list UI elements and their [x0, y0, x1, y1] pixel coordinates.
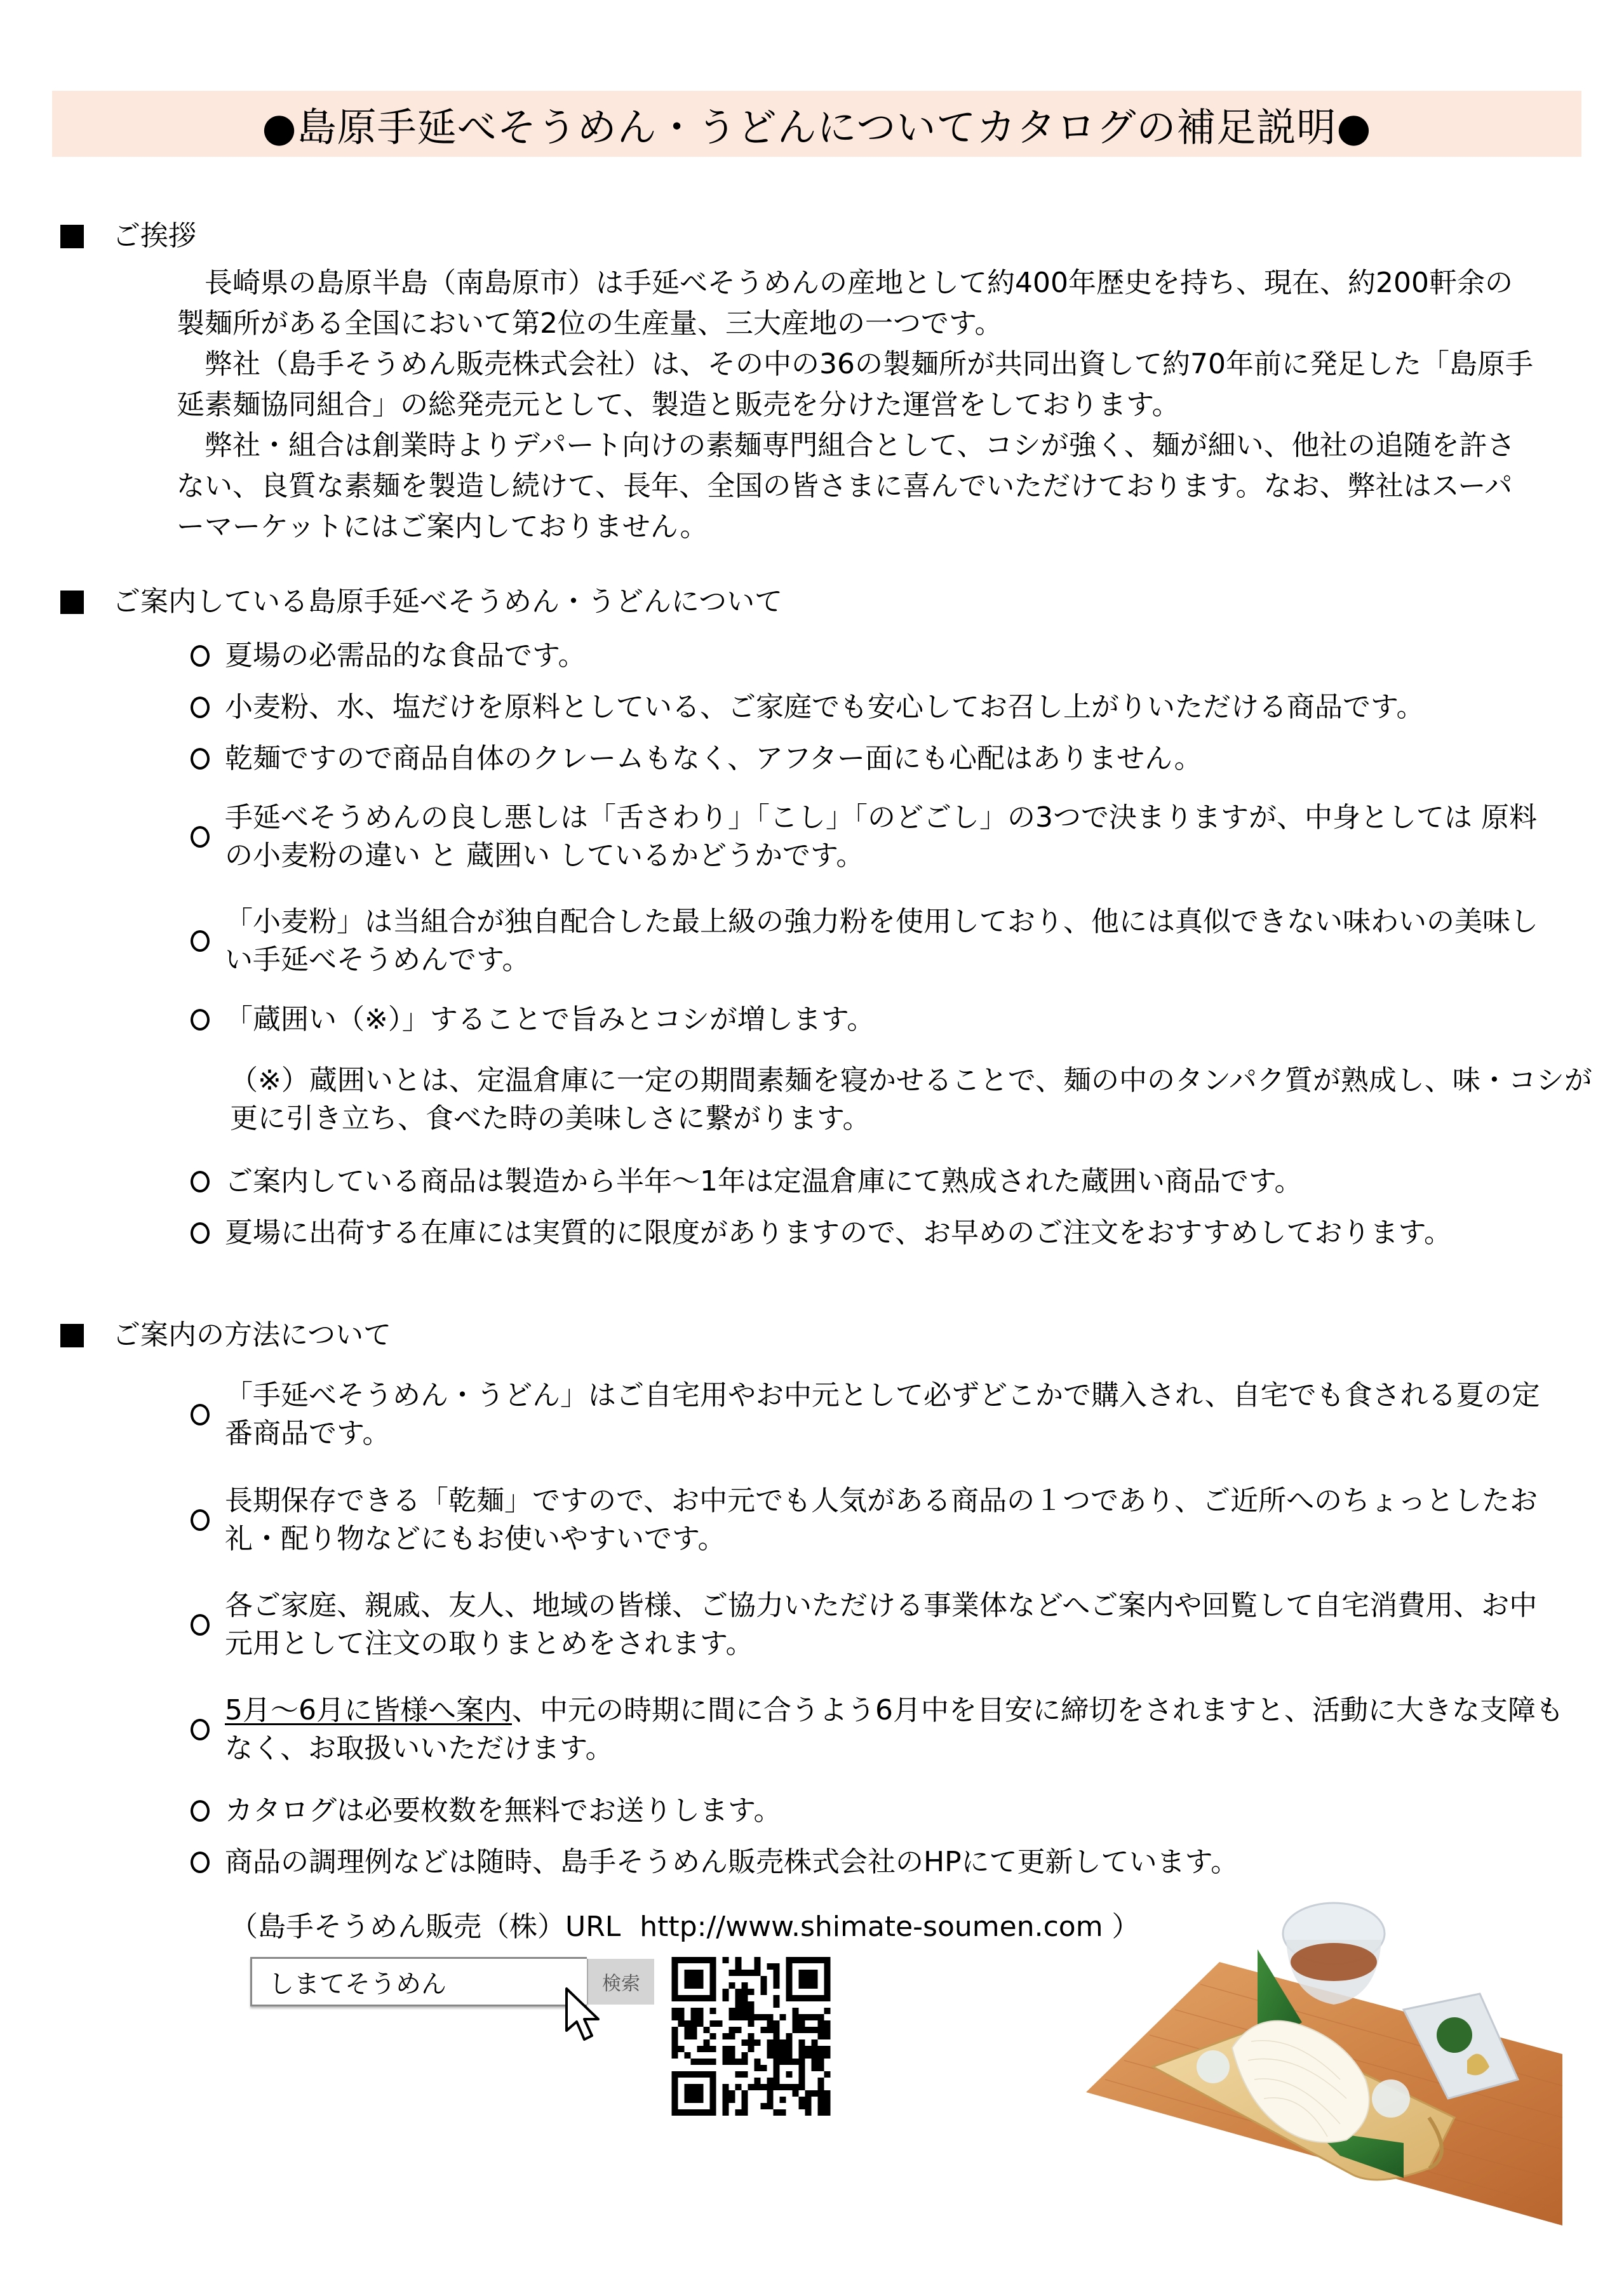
- square-bullet-icon: [60, 1324, 84, 1347]
- square-bullet-icon: [60, 591, 84, 614]
- circle-bullet-icon: [191, 1800, 210, 1822]
- circle-bullet-icon: [191, 748, 210, 770]
- company-url-line: （島手そうめん販売（株）URL http://www.shimate-soumen.com ）: [230, 1911, 1140, 1943]
- list-item: 夏場に出荷する在庫には実質的に限度がありますので、お早めのご注文をおすすめしております。: [191, 1214, 1588, 1252]
- circle-bullet-icon: [191, 1719, 210, 1740]
- circle-bullet-icon: [191, 930, 210, 952]
- circle-bullet-icon: [191, 697, 210, 718]
- section-heading-text: ご挨拶: [112, 220, 196, 252]
- list-item: 乾麺ですので商品自体のクレームもなく、アフター面にも心配はありません。: [191, 740, 1588, 778]
- somen-dish-photo: [1073, 1889, 1575, 2232]
- search-widget: [250, 1957, 640, 2006]
- list-item: 小麦粉、水、塩だけを原料としている、ご家庭でも安心してお召し上がりいただける商品です。: [191, 688, 1588, 726]
- list-item: 5月～6月に皆様へ案内、中元の時期に間に合うよう6月中を目安に締切をされますと、活動に大きな支障もなく、お取扱いいただけます。: [191, 1692, 1588, 1768]
- list-item: 「手延べそうめん・うどん」はご自宅用やお中元として必ずどこかで購入され、自宅でも食される夏の定番商品です。: [191, 1377, 1556, 1453]
- circle-bullet-icon: [191, 1614, 210, 1636]
- qr-code-icon[interactable]: [667, 1957, 835, 2116]
- list-item: 各ご家庭、親戚、友人、地域の皆様、ご協力いただける事業体などへご案内や回覧して自宅消費用、お中元用として注文の取りまとめをされます。: [191, 1587, 1556, 1663]
- search-button[interactable]: 検索: [587, 1959, 654, 2005]
- company-url-link[interactable]: http://www.shimate-soumen.com ）: [640, 1911, 1140, 1943]
- circle-bullet-icon: [191, 826, 210, 848]
- circle-bullet-icon: [191, 1404, 210, 1425]
- circle-bullet-icon: [191, 1171, 210, 1192]
- section-heading-greeting: [60, 217, 196, 255]
- list-item: ご案内している商品は製造から半年～1年は定温倉庫にて熟成された蔵囲い商品です。: [191, 1163, 1588, 1201]
- circle-bullet-icon: [191, 1852, 210, 1873]
- schedule-underlined: 5月～6月に皆様へ案内: [225, 1694, 512, 1726]
- greeting-paragraphs: [177, 263, 1536, 547]
- greeting-paragraph: 弊社・組合は創業時よりデパート向けの素麺専門組合として、コシが強く、麺が細い、他社の追随を許さない、良質な素麺を製造し続けて、長年、全国の皆さまに喜んでいただけております。なお、弊社はスーパーマーケットにはご案内しておりません。: [177, 429, 1515, 543]
- mouse-pointer-icon: [564, 1986, 605, 2043]
- page-title: [52, 91, 1581, 157]
- section-heading-text: ご案内している島原手延べそうめん・うどんについて: [112, 585, 783, 618]
- page-title-text: ●島原手延べそうめん・うどんについてカタログの補足説明●: [262, 103, 1372, 150]
- greeting-paragraph: 弊社（島手そうめん販売株式会社）は、その中の36の製麺所が共同出資して約70年前に発足した「島原手延素麺協同組合」の総発売元として、製造と販売を分けた運営をしております。: [177, 348, 1533, 421]
- list-item: 「蔵囲い（※）」することで旨みとコシが増します。: [191, 1001, 1588, 1039]
- search-input[interactable]: [252, 1959, 587, 2005]
- list-item: 「小麦粉」は当組合が独自配合した最上級の強力粉を使用しており、他には真似できない味わいの美味しい手延べそうめんです。: [191, 903, 1556, 979]
- list-item: 長期保存できる「乾麺」ですので、お中元でも人気がある商品の１つであり、ご近所へのちょっとしたお礼・配り物などにもお使いやすいです。: [191, 1482, 1556, 1558]
- circle-bullet-icon: [191, 645, 210, 667]
- greeting-paragraph: 長崎県の島原半島（南島原市）は手延べそうめんの産地として約400年歴史を持ち、現在、約200軒余の製麺所がある全国において第2位の生産量、三大産地の一つです。: [177, 267, 1513, 340]
- list-item: 夏場の必需品的な食品です。: [191, 637, 1588, 675]
- kuragakoi-note: （※）蔵囲いとは、定温倉庫に一定の期間素麺を寝かせることで、麺の中のタンパク質が熟成し、味・コシが更に引き立ち、食べた時の美味しさに繋がります。: [230, 1064, 1592, 1135]
- section-heading-text: ご案内の方法について: [112, 1319, 392, 1351]
- circle-bullet-icon: [191, 1222, 210, 1244]
- circle-bullet-icon: [191, 1509, 210, 1531]
- list-item: カタログは必要枚数を無料でお送りします。: [191, 1792, 1588, 1830]
- section-heading-method: [60, 1316, 391, 1354]
- square-bullet-icon: [60, 225, 84, 248]
- section-heading-products: [60, 583, 782, 621]
- circle-bullet-icon: [191, 1009, 210, 1031]
- list-item: 手延べそうめんの良し悪しは「舌さわり」「こし」「のどごし」の3つで決まりますが、中身としては 原料の小麦粉の違い と 蔵囲い しているかどうかです。: [191, 799, 1556, 875]
- list-item: 商品の調理例などは随時、島手そうめん販売株式会社のHPにて更新しています。: [191, 1843, 1588, 1881]
